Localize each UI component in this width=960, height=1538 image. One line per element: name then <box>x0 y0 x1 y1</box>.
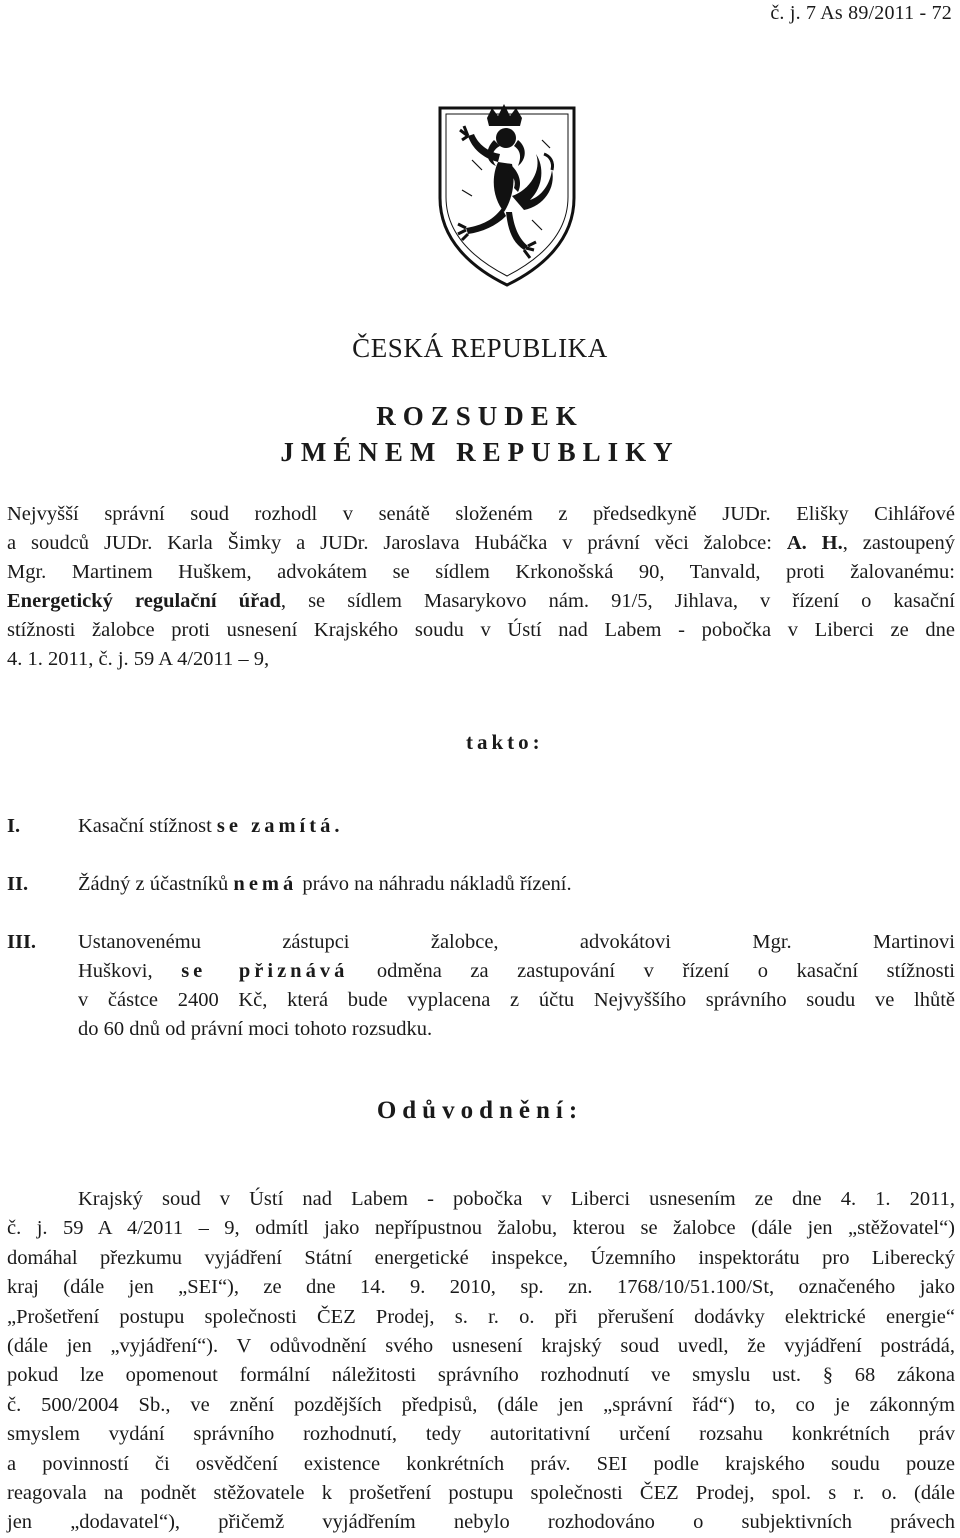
czech-lion-coat-of-arms-icon <box>432 100 582 290</box>
reasoning-paragraph <box>7 1185 955 1538</box>
reasoning-line: kraj (dále jen „SEI“), ze dne 14. 9. 2010, sp. zn. 1768/10/51.100/St, označeného jako <box>7 1276 955 1299</box>
reasoning-line: (dále jen „vyjádření“). V odůvodnění svého usnesení krajský soud uvedl, že vyjádření postrádá, <box>7 1334 955 1357</box>
item-number: III. <box>7 931 37 953</box>
intro-line: stížnosti žalobce proti usnesení Krajského soudu v Ústí nad Labem - pobočka v Liberci ze dne <box>7 619 955 641</box>
reasoning-line: reagovala na podnět stěžovatele k prošetření postupu společnosti ČEZ Prodej, spol. s r. o. (dále <box>7 1481 955 1504</box>
item-text: v částce 2400 Kč, která bude vyplacena z účtu Nejvyššího správního soudu ve lhůtě <box>78 989 955 1011</box>
reasoning-line: č. 500/2004 Sb., ve znění pozdějších předpisů, (dále jen „správní řád“) to, co je zákonným <box>7 1393 955 1416</box>
item-text: do 60 dnů od právní moci tohoto rozsudku. <box>78 1018 433 1040</box>
item-text: Huškovi, se přiznává odměna za zastupování v řízení o kasační stížnosti <box>78 960 956 982</box>
verdict-heading <box>0 398 960 470</box>
reasoning-line: pokud lze opomenout formální náležitosti správního rozhodnutí ve smyslu ust. § 68 zákona <box>7 1364 955 1387</box>
defendant-name: Energetický regulační úřad <box>7 590 281 612</box>
country-heading: ČESKÁ REPUBLIKA <box>352 333 608 363</box>
takto-heading: takto: <box>466 730 544 754</box>
reasoning-heading: Odůvodnění: <box>376 1097 584 1124</box>
intro-paragraph <box>7 500 955 674</box>
item-text: Ustanovenému zástupci žalobce, advokátovi Mgr. Martinovi <box>78 931 955 953</box>
reasoning-line: domáhal přezkumu vyjádření Státní energetické inspekce, Územního inspektorátu pro Liberecký <box>7 1246 955 1269</box>
intro-line: Nejvyšší správní soud rozhodl v senátě složeném z předsedkyně JUDr. Elišky Cihlářové <box>7 503 955 525</box>
intro-line: a soudců JUDr. Karla Šimky a JUDr. Jaroslava Hubáčka v právní věci žalobce: A. H., zastoupený <box>7 532 955 554</box>
case-number: č. j. 7 As 89/2011 - 72 <box>770 2 952 24</box>
item-number: I. <box>7 815 21 837</box>
item-number: II. <box>7 873 29 895</box>
reasoning-line: a povinností či osvědčení existence konkrétních práv. SEI podle krajského soudu pouze <box>7 1452 955 1475</box>
item-text: Kasační stížnost se zamítá. <box>78 815 344 837</box>
intro-line: Mgr. Martinem Huškem, advokátem se sídlem Krkonošská 90, Tanvald, proti žalovanému: <box>7 561 955 583</box>
verdict-line-1: ROZSUDEK <box>376 401 584 431</box>
intro-line: 4. 1. 2011, č. j. 59 A 4/2011 – 9, <box>7 648 270 670</box>
verdict-line-2: JMÉNEM REPUBLIKY <box>280 437 680 467</box>
reasoning-line: „Prošetření postupu společnosti ČEZ Prodej, s. r. o. při přerušení dodávky elektrické energie“ <box>7 1305 955 1328</box>
reasoning-line: smyslem vydání správního rozhodnutí, tedy autoritativní určení rozsahu konkrétních práv <box>7 1423 955 1446</box>
intro-line: Energetický regulační úřad, se sídlem Masarykovo nám. 91/5, Jihlava, v řízení o kasační <box>7 590 955 612</box>
item-text: Žádný z účastníků nemá právo na náhradu nákladů řízení. <box>78 873 572 895</box>
reasoning-line: Krajský soud v Ústí nad Labem - pobočka v Liberci usnesením ze dne 4. 1. 2011, <box>78 1188 955 1210</box>
plaintiff-name: A. H. <box>786 532 843 554</box>
reasoning-line: jen „dodavatel“), přičemž vyjádřením nebylo rozhodováno o subjektivních právech <box>7 1511 955 1534</box>
reasoning-line: č. j. 59 A 4/2011 – 9, odmítl jako nepřípustnou žalobu, kterou se žalobce (dále jen „stěžovatel“) <box>7 1217 955 1240</box>
